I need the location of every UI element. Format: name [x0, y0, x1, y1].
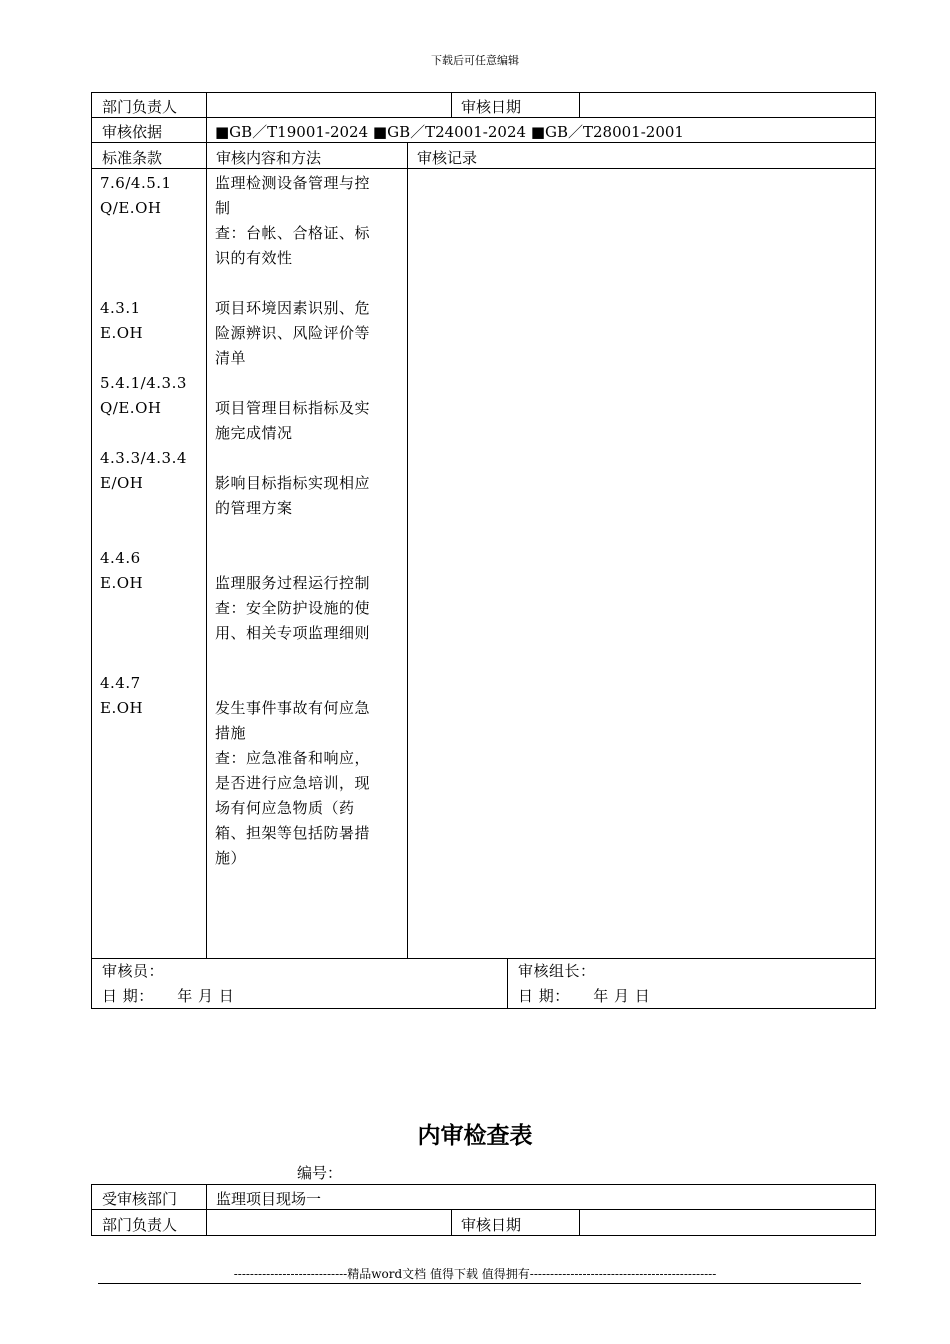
clause-header: 标准条款 — [102, 149, 163, 167]
content-line: 发生事件事故有何应急 — [215, 699, 371, 717]
content-line: 制 — [215, 199, 231, 217]
content-line — [215, 671, 370, 696]
clause-line — [100, 596, 187, 621]
clause-line: 4.4.6 — [100, 549, 141, 567]
form2-audit-date-label-cell — [451, 1209, 580, 1236]
content-line: 监理服务过程运行控制 — [215, 574, 371, 592]
record-header: 审核记录 — [417, 149, 478, 167]
content-line: 是否进行应急培训，现 — [215, 774, 371, 792]
audited-dept-label: 受审核部门 — [102, 1190, 178, 1208]
content-line: 施） — [215, 849, 247, 867]
content-line: 箱、担架等包括防暑措 — [215, 824, 371, 842]
content-cell — [206, 168, 408, 959]
leader-sign-cell — [507, 958, 876, 1009]
clause-line: 5.4.1/4.3.3 — [100, 374, 187, 392]
clause-cell — [91, 168, 207, 959]
form2-dept-head-value-cell[interactable] — [206, 1209, 452, 1236]
content-line — [215, 646, 370, 671]
audited-dept-value: 监理项目现场一 — [216, 1190, 322, 1208]
clause-line — [100, 621, 187, 646]
auditor-sign-cell — [91, 958, 508, 1009]
audit-date-label-cell — [451, 92, 580, 118]
dept-head-label-cell — [91, 92, 207, 118]
record-header-cell — [407, 142, 876, 169]
clause-line: 4.4.7 — [100, 674, 141, 692]
audited-dept-value-cell[interactable] — [206, 1184, 876, 1210]
dept-head-label: 部门负责人 — [102, 98, 178, 116]
clause-line — [100, 646, 187, 671]
header-note: 下载后可任意编辑 — [431, 54, 519, 67]
audit-date-label: 审核日期 — [461, 98, 522, 116]
content-line: 影响目标指标实现相应 — [215, 474, 371, 492]
content-line — [215, 521, 370, 546]
form2-dept-head-label: 部门负责人 — [102, 1216, 178, 1234]
content-line: 的管理方案 — [215, 499, 293, 517]
content-line: 查：台帐、合格证、标 — [215, 224, 371, 242]
content-header: 审核内容和方法 — [216, 149, 322, 167]
clause-line — [100, 421, 187, 446]
clause-line: 4.3.1 — [100, 299, 141, 317]
form2-audit-date-label: 审核日期 — [461, 1216, 522, 1234]
basis-label-cell — [91, 117, 207, 143]
dept-head-value-cell[interactable] — [206, 92, 452, 118]
form2-audit-date-value-cell[interactable] — [579, 1209, 876, 1236]
clause-list — [100, 171, 187, 721]
form2-dept-head-label-cell — [91, 1209, 207, 1236]
leader-date: 日 期： 年 月 日 — [518, 987, 651, 1005]
clause-header-cell — [91, 142, 207, 169]
clause-line: E.OH — [100, 574, 144, 592]
content-line: 查：安全防护设施的使 — [215, 599, 371, 617]
number-label: 编号： — [297, 1164, 343, 1182]
clause-line: E.OH — [100, 324, 144, 342]
audited-dept-label-cell — [91, 1184, 207, 1210]
content-line — [215, 271, 370, 296]
content-list — [215, 171, 370, 871]
content-line: 识的有效性 — [215, 249, 293, 267]
content-line: 施完成情况 — [215, 424, 293, 442]
form-title: 内审检查表 — [417, 1123, 533, 1149]
content-line — [215, 446, 370, 471]
content-line: 措施 — [215, 724, 247, 742]
clause-line — [100, 271, 187, 296]
footer-note: ----------------------------精品word文档 值得下载 值得拥有---------------------------------------------- — [233, 1267, 717, 1281]
auditor-date: 日 期： 年 月 日 — [102, 987, 235, 1005]
leader-label: 审核组长： — [518, 962, 596, 980]
clause-line — [100, 346, 187, 371]
content-header-cell — [206, 142, 408, 169]
clause-line — [100, 521, 187, 546]
clause-line: E/OH — [100, 474, 144, 492]
basis-label: 审核依据 — [102, 123, 163, 141]
auditor-label: 审核员： — [102, 962, 165, 980]
content-line: 监理检测设备管理与控 — [215, 174, 371, 192]
clause-line — [100, 246, 187, 271]
content-line: 清单 — [215, 349, 247, 367]
record-cell[interactable] — [407, 168, 876, 959]
content-line: 查：应急准备和响应， — [215, 749, 371, 767]
clause-line: E.OH — [100, 699, 144, 717]
content-line — [215, 546, 370, 571]
clause-line — [100, 221, 187, 246]
content-line: 用、相关专项监理细则 — [215, 624, 371, 642]
clause-line: 7.6/4.5.1 — [100, 174, 172, 192]
clause-line: Q/E.OH — [100, 399, 162, 417]
basis-value: ■GB／T19001-2024 ■GB／T24001-2024 ■GB／T28001-2001 — [215, 123, 684, 141]
clause-line: Q/E.OH — [100, 199, 162, 217]
footer-rule — [98, 1283, 861, 1284]
clause-line: 4.3.3/4.3.4 — [100, 449, 187, 467]
content-line: 场有何应急物质（药 — [215, 799, 355, 817]
content-line: 险源辨识、风险评价等 — [215, 324, 371, 342]
basis-value-cell — [206, 117, 876, 143]
content-line: 项目管理目标指标及实 — [215, 399, 371, 417]
content-line — [215, 371, 370, 396]
audit-date-value-cell[interactable] — [579, 92, 876, 118]
content-line: 项目环境因素识别、危 — [215, 299, 371, 317]
clause-line — [100, 496, 187, 521]
